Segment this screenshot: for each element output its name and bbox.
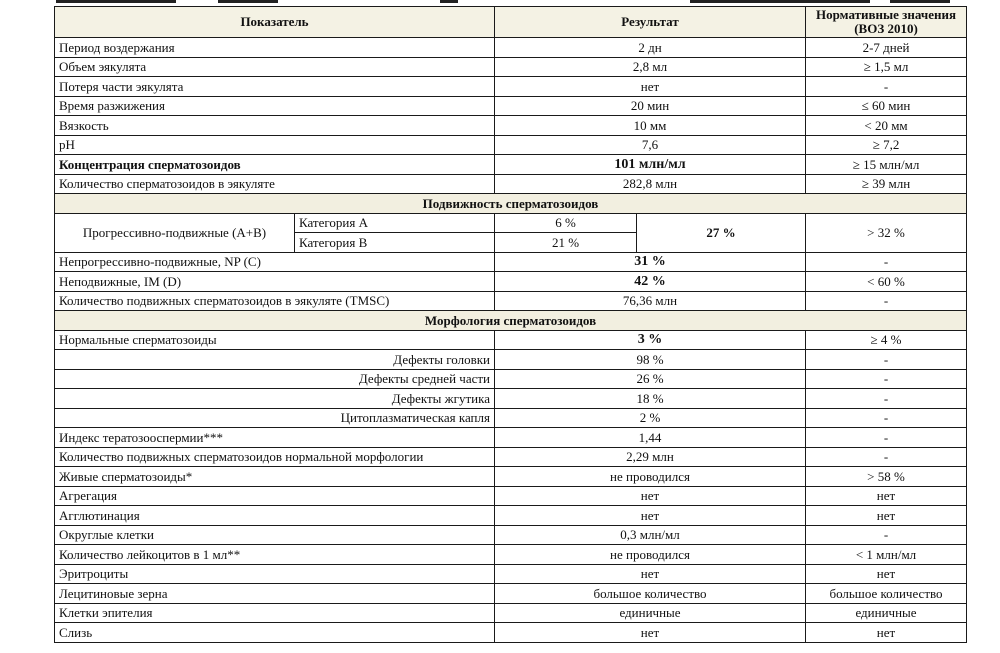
table-row-progressive — [55, 213, 967, 233]
row-norm: - — [806, 389, 967, 409]
category-a-value: 6 % — [495, 213, 637, 233]
row-norm: нет — [806, 506, 967, 526]
table-row — [55, 525, 967, 545]
table-row — [55, 330, 967, 350]
row-result: 42 % — [495, 272, 806, 292]
header-indicator: Показатель — [55, 7, 495, 38]
row-result: 7,6 — [495, 135, 806, 155]
row-norm: - — [806, 428, 967, 448]
table-row — [55, 38, 967, 58]
row-result: 76,36 млн — [495, 291, 806, 311]
row-result: нет — [495, 506, 806, 526]
row-result: 2,8 мл — [495, 57, 806, 77]
row-norm: - — [806, 447, 967, 467]
row-norm: единичные — [806, 603, 967, 623]
row-norm: - — [806, 252, 967, 272]
row-name: Клетки эпителия — [55, 603, 495, 623]
section-motility-header — [55, 194, 967, 214]
row-result: 2 % — [495, 408, 806, 428]
table-row — [55, 545, 967, 565]
row-result: 18 % — [495, 389, 806, 409]
table-row — [55, 428, 967, 448]
row-name: Период воздержания — [55, 38, 495, 58]
row-norm: < 1 млн/мл — [806, 545, 967, 565]
progressive-label: Прогрессивно-подвижные (A+B) — [55, 213, 295, 252]
table-row — [55, 291, 967, 311]
row-norm: ≤ 60 мин — [806, 96, 967, 116]
row-norm: - — [806, 291, 967, 311]
row-result: не проводился — [495, 467, 806, 487]
table-row — [55, 447, 967, 467]
row-name: Время разжижения — [55, 96, 495, 116]
row-name: Неподвижные, IM (D) — [55, 272, 495, 292]
table-row — [55, 564, 967, 584]
row-name: Количество подвижных сперматозоидов нормальной морфологии — [55, 447, 495, 467]
row-norm: ≥ 7,2 — [806, 135, 967, 155]
row-name: Живые сперматозоиды* — [55, 467, 495, 487]
row-result: 2,29 млн — [495, 447, 806, 467]
table-row — [55, 389, 967, 409]
row-name: Дефекты средней части — [55, 369, 495, 389]
table-row — [55, 96, 967, 116]
row-result: нет — [495, 623, 806, 643]
table-row — [55, 369, 967, 389]
header-result: Результат — [495, 7, 806, 38]
row-result: 3 % — [495, 330, 806, 350]
row-name: Вязкость — [55, 116, 495, 136]
row-result: 26 % — [495, 369, 806, 389]
row-name: Количество лейкоцитов в 1 мл** — [55, 545, 495, 565]
row-result: 10 мм — [495, 116, 806, 136]
row-norm: ≥ 4 % — [806, 330, 967, 350]
row-norm: 2-7 дней — [806, 38, 967, 58]
table-row — [55, 155, 967, 175]
row-name: Индекс тератозооспермии*** — [55, 428, 495, 448]
table-row — [55, 77, 967, 97]
row-result: нет — [495, 77, 806, 97]
row-result: 31 % — [495, 252, 806, 272]
row-result: единичные — [495, 603, 806, 623]
table-row — [55, 174, 967, 194]
table-row — [55, 603, 967, 623]
row-result: 101 млн/мл — [495, 155, 806, 175]
row-norm: - — [806, 369, 967, 389]
table-row — [55, 408, 967, 428]
row-norm: < 20 мм — [806, 116, 967, 136]
row-name: Концентрация сперматозоидов — [55, 155, 495, 175]
row-result: нет — [495, 486, 806, 506]
table-row — [55, 116, 967, 136]
row-result: 2 дн — [495, 38, 806, 58]
section-morphology-header — [55, 311, 967, 331]
section-title: Подвижность сперматозоидов — [55, 194, 967, 214]
row-name: Количество подвижных сперматозоидов в эякуляте (TMSC) — [55, 291, 495, 311]
progressive-total: 27 % — [637, 213, 806, 252]
table-row — [55, 467, 967, 487]
row-norm: > 58 % — [806, 467, 967, 487]
row-norm: нет — [806, 623, 967, 643]
row-result: 0,3 млн/мл — [495, 525, 806, 545]
row-result: 98 % — [495, 350, 806, 370]
table-row — [55, 486, 967, 506]
table-row — [55, 135, 967, 155]
header-norm-line1: Нормативные значения — [816, 7, 956, 22]
table-row — [55, 584, 967, 604]
row-result: нет — [495, 564, 806, 584]
row-name: Округлые клетки — [55, 525, 495, 545]
row-name: pH — [55, 135, 495, 155]
table-row — [55, 623, 967, 643]
row-norm: - — [806, 77, 967, 97]
table-header-row — [55, 7, 967, 38]
header-norm — [806, 7, 967, 38]
row-norm: большое количество — [806, 584, 967, 604]
row-name: Дефекты жгутика — [55, 389, 495, 409]
category-b-label: Категория В — [295, 233, 495, 253]
row-norm: ≥ 1,5 мл — [806, 57, 967, 77]
row-result: не проводился — [495, 545, 806, 565]
row-name: Цитоплазматическая капля — [55, 408, 495, 428]
row-norm: нет — [806, 486, 967, 506]
row-norm: нет — [806, 564, 967, 584]
progressive-norm: > 32 % — [806, 213, 967, 252]
row-norm: < 60 % — [806, 272, 967, 292]
row-name: Эритроциты — [55, 564, 495, 584]
header-norm-line2: (ВОЗ 2010) — [854, 21, 918, 36]
row-norm: ≥ 15 млн/мл — [806, 155, 967, 175]
row-name: Нормальные сперматозоиды — [55, 330, 495, 350]
table-row — [55, 350, 967, 370]
category-b-value: 21 % — [495, 233, 637, 253]
row-name: Лецитиновые зерна — [55, 584, 495, 604]
table-row — [55, 272, 967, 292]
row-result: 20 мин — [495, 96, 806, 116]
section-title: Морфология сперматозоидов — [55, 311, 967, 331]
table-row — [55, 252, 967, 272]
row-norm: - — [806, 408, 967, 428]
row-name: Агглютинация — [55, 506, 495, 526]
table-row — [55, 506, 967, 526]
row-name: Количество сперматозоидов в эякуляте — [55, 174, 495, 194]
row-norm: - — [806, 525, 967, 545]
row-result: 282,8 млн — [495, 174, 806, 194]
row-name: Непрогрессивно-подвижные, NP (C) — [55, 252, 495, 272]
row-name: Слизь — [55, 623, 495, 643]
row-name: Агрегация — [55, 486, 495, 506]
row-result: 1,44 — [495, 428, 806, 448]
row-norm: - — [806, 350, 967, 370]
table-row — [55, 57, 967, 77]
row-name: Дефекты головки — [55, 350, 495, 370]
category-a-label: Категория А — [295, 213, 495, 233]
row-name: Потеря части эякулята — [55, 77, 495, 97]
row-norm: ≥ 39 млн — [806, 174, 967, 194]
row-result: большое количество — [495, 584, 806, 604]
row-name: Объем эякулята — [55, 57, 495, 77]
spermogram-table — [54, 6, 967, 643]
